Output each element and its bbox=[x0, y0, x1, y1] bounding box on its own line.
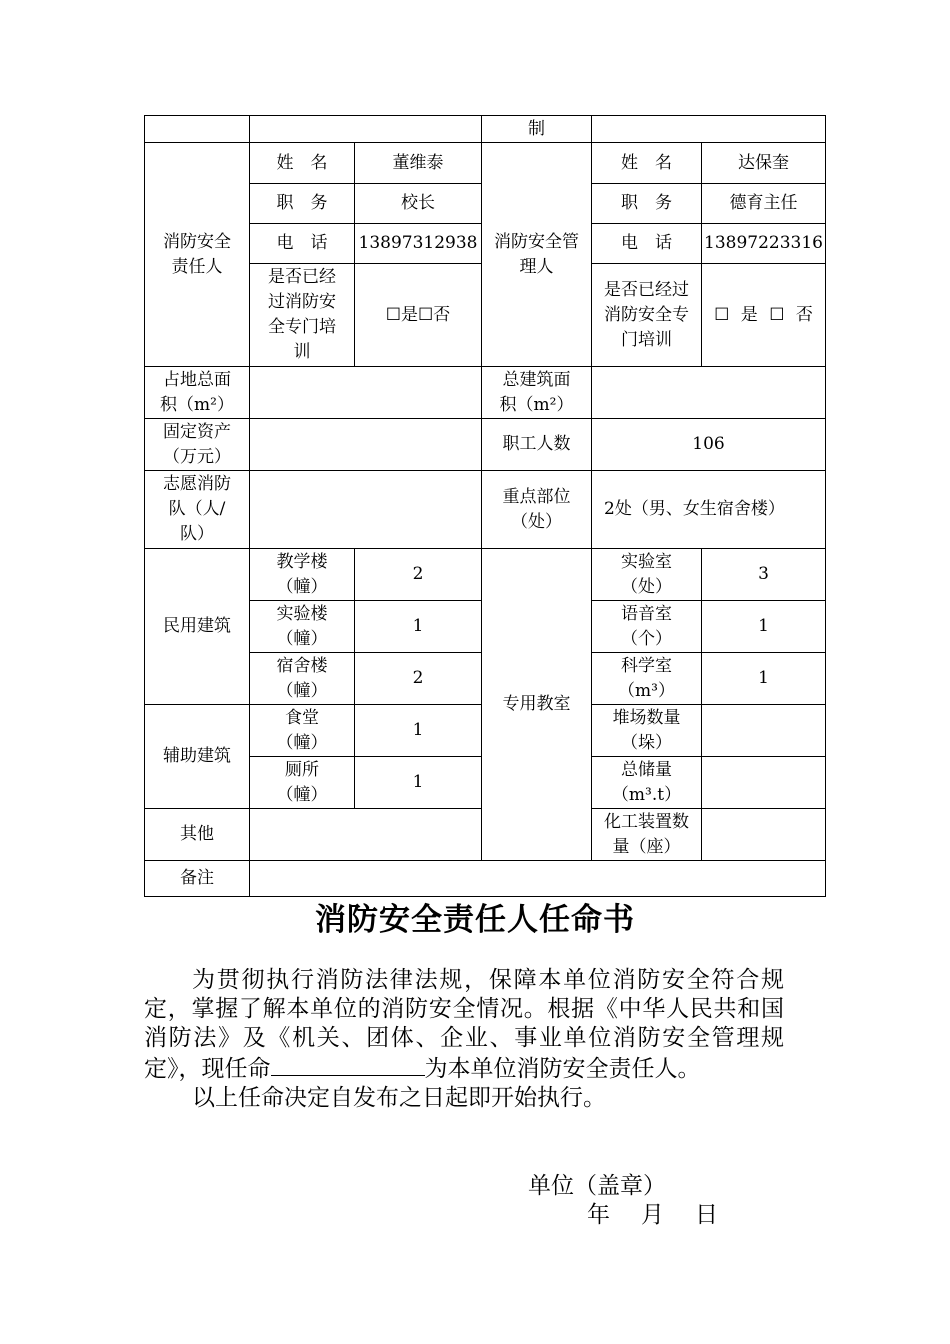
special-value-3 bbox=[702, 705, 826, 757]
mgr-name-value: 达保奎 bbox=[702, 143, 826, 184]
mgr-phone-label: 电 话 bbox=[592, 224, 702, 264]
building-area-value bbox=[592, 367, 826, 419]
resp-name-label: 姓 名 bbox=[250, 143, 355, 184]
special-label-2: 科学室（m³） bbox=[592, 653, 702, 705]
resp-duty-label: 职 务 bbox=[250, 184, 355, 224]
civil-value-0: 2 bbox=[355, 549, 482, 601]
special-value-0: 3 bbox=[702, 549, 826, 601]
civil-value-1: 1 bbox=[355, 601, 482, 653]
resp-phone-label: 电 话 bbox=[250, 224, 355, 264]
fire-safety-info-table bbox=[144, 115, 826, 897]
date-line: 年 月 日 bbox=[587, 1202, 722, 1228]
aux-label-1: 厕所（幢） bbox=[250, 757, 355, 809]
paragraph-1-start: 为贯彻执行消防法律法规，保障本单位消防安全符合规定，掌握了解本单位的消防安全情况。根据《中华人民共和国消防法》及《机关、团体、企业、事业单位消防安全管理规定》，现任命 bbox=[144, 967, 784, 1082]
appointment-body bbox=[144, 966, 784, 1113]
volunteer-value bbox=[250, 471, 482, 549]
appointment-paragraph-2: 以上任命决定自发布之日起即开始执行。 bbox=[192, 1085, 606, 1111]
manager-label: 消防安全管理人 bbox=[482, 143, 592, 367]
civil-value-2: 2 bbox=[355, 653, 482, 705]
unit-seal-line: 单位（盖章） bbox=[528, 1173, 666, 1199]
aux-label-0: 食堂（幢） bbox=[250, 705, 355, 757]
volunteer-label: 志愿消防队（人/队） bbox=[145, 471, 250, 549]
special-label-1: 语音室（个） bbox=[592, 601, 702, 653]
staff-value: 106 bbox=[592, 419, 826, 471]
land-area-value bbox=[250, 367, 482, 419]
civil-label-2: 宿舍楼（幢） bbox=[250, 653, 355, 705]
header-cell-2 bbox=[250, 116, 482, 143]
fixed-assets-value bbox=[250, 419, 482, 471]
aux-value-0: 1 bbox=[355, 705, 482, 757]
staff-label: 职工人数 bbox=[482, 419, 592, 471]
other-label: 其他 bbox=[145, 809, 250, 861]
special-label-5: 化工装置数量（座） bbox=[592, 809, 702, 861]
appointee-blank-line[interactable] bbox=[271, 1053, 425, 1076]
resp-name-value: 董维泰 bbox=[355, 143, 482, 184]
aux-building-label: 辅助建筑 bbox=[145, 705, 250, 809]
land-area-label: 占地总面积（m²） bbox=[145, 367, 250, 419]
resp-trained-label: 是否已经过消防安全专门培训 bbox=[250, 264, 355, 367]
building-area-label: 总建筑面积（m²） bbox=[482, 367, 592, 419]
key-parts-label: 重点部位（处） bbox=[482, 471, 592, 549]
special-value-5 bbox=[702, 809, 826, 861]
special-value-2: 1 bbox=[702, 653, 826, 705]
special-label-4: 总储量（m³.t） bbox=[592, 757, 702, 809]
mgr-duty-value: 德育主任 bbox=[702, 184, 826, 224]
header-cell-mid: 制 bbox=[482, 116, 592, 143]
civil-label-0: 教学楼（幢） bbox=[250, 549, 355, 601]
special-label-3: 堆场数量（垛） bbox=[592, 705, 702, 757]
civil-label-1: 实验楼（幢） bbox=[250, 601, 355, 653]
special-value-1: 1 bbox=[702, 601, 826, 653]
resp-duty-value: 校长 bbox=[355, 184, 482, 224]
appointment-paragraph-1 bbox=[144, 966, 784, 1084]
mgr-trained-label: 是否已经过消防安全专门培训 bbox=[592, 264, 702, 367]
mgr-trained-value: ☐ 是 ☐ 否 bbox=[702, 264, 826, 367]
special-room-label: 专用教室 bbox=[482, 549, 592, 861]
paragraph-1-end: 为本单位消防安全责任人。 bbox=[424, 1056, 701, 1082]
resp-trained-value: ☐是☐否 bbox=[355, 264, 482, 367]
other-value bbox=[250, 809, 482, 861]
resp-person-label: 消防安全责任人 bbox=[145, 143, 250, 367]
mgr-name-label: 姓 名 bbox=[592, 143, 702, 184]
special-label-0: 实验室（处） bbox=[592, 549, 702, 601]
appointment-title: 消防安全责任人任命书 bbox=[315, 902, 635, 938]
remark-value bbox=[250, 861, 826, 897]
mgr-duty-label: 职 务 bbox=[592, 184, 702, 224]
key-parts-value: 2处（男、女生宿舍楼） bbox=[592, 471, 826, 549]
special-value-4 bbox=[702, 757, 826, 809]
remark-label: 备注 bbox=[145, 861, 250, 897]
resp-phone-value: 13897312938 bbox=[355, 224, 482, 264]
mgr-phone-value: 13897223316 bbox=[702, 224, 826, 264]
civil-building-label: 民用建筑 bbox=[145, 549, 250, 705]
header-cell-4 bbox=[592, 116, 826, 143]
fixed-assets-label: 固定资产（万元） bbox=[145, 419, 250, 471]
aux-value-1: 1 bbox=[355, 757, 482, 809]
header-cell-1 bbox=[145, 116, 250, 143]
